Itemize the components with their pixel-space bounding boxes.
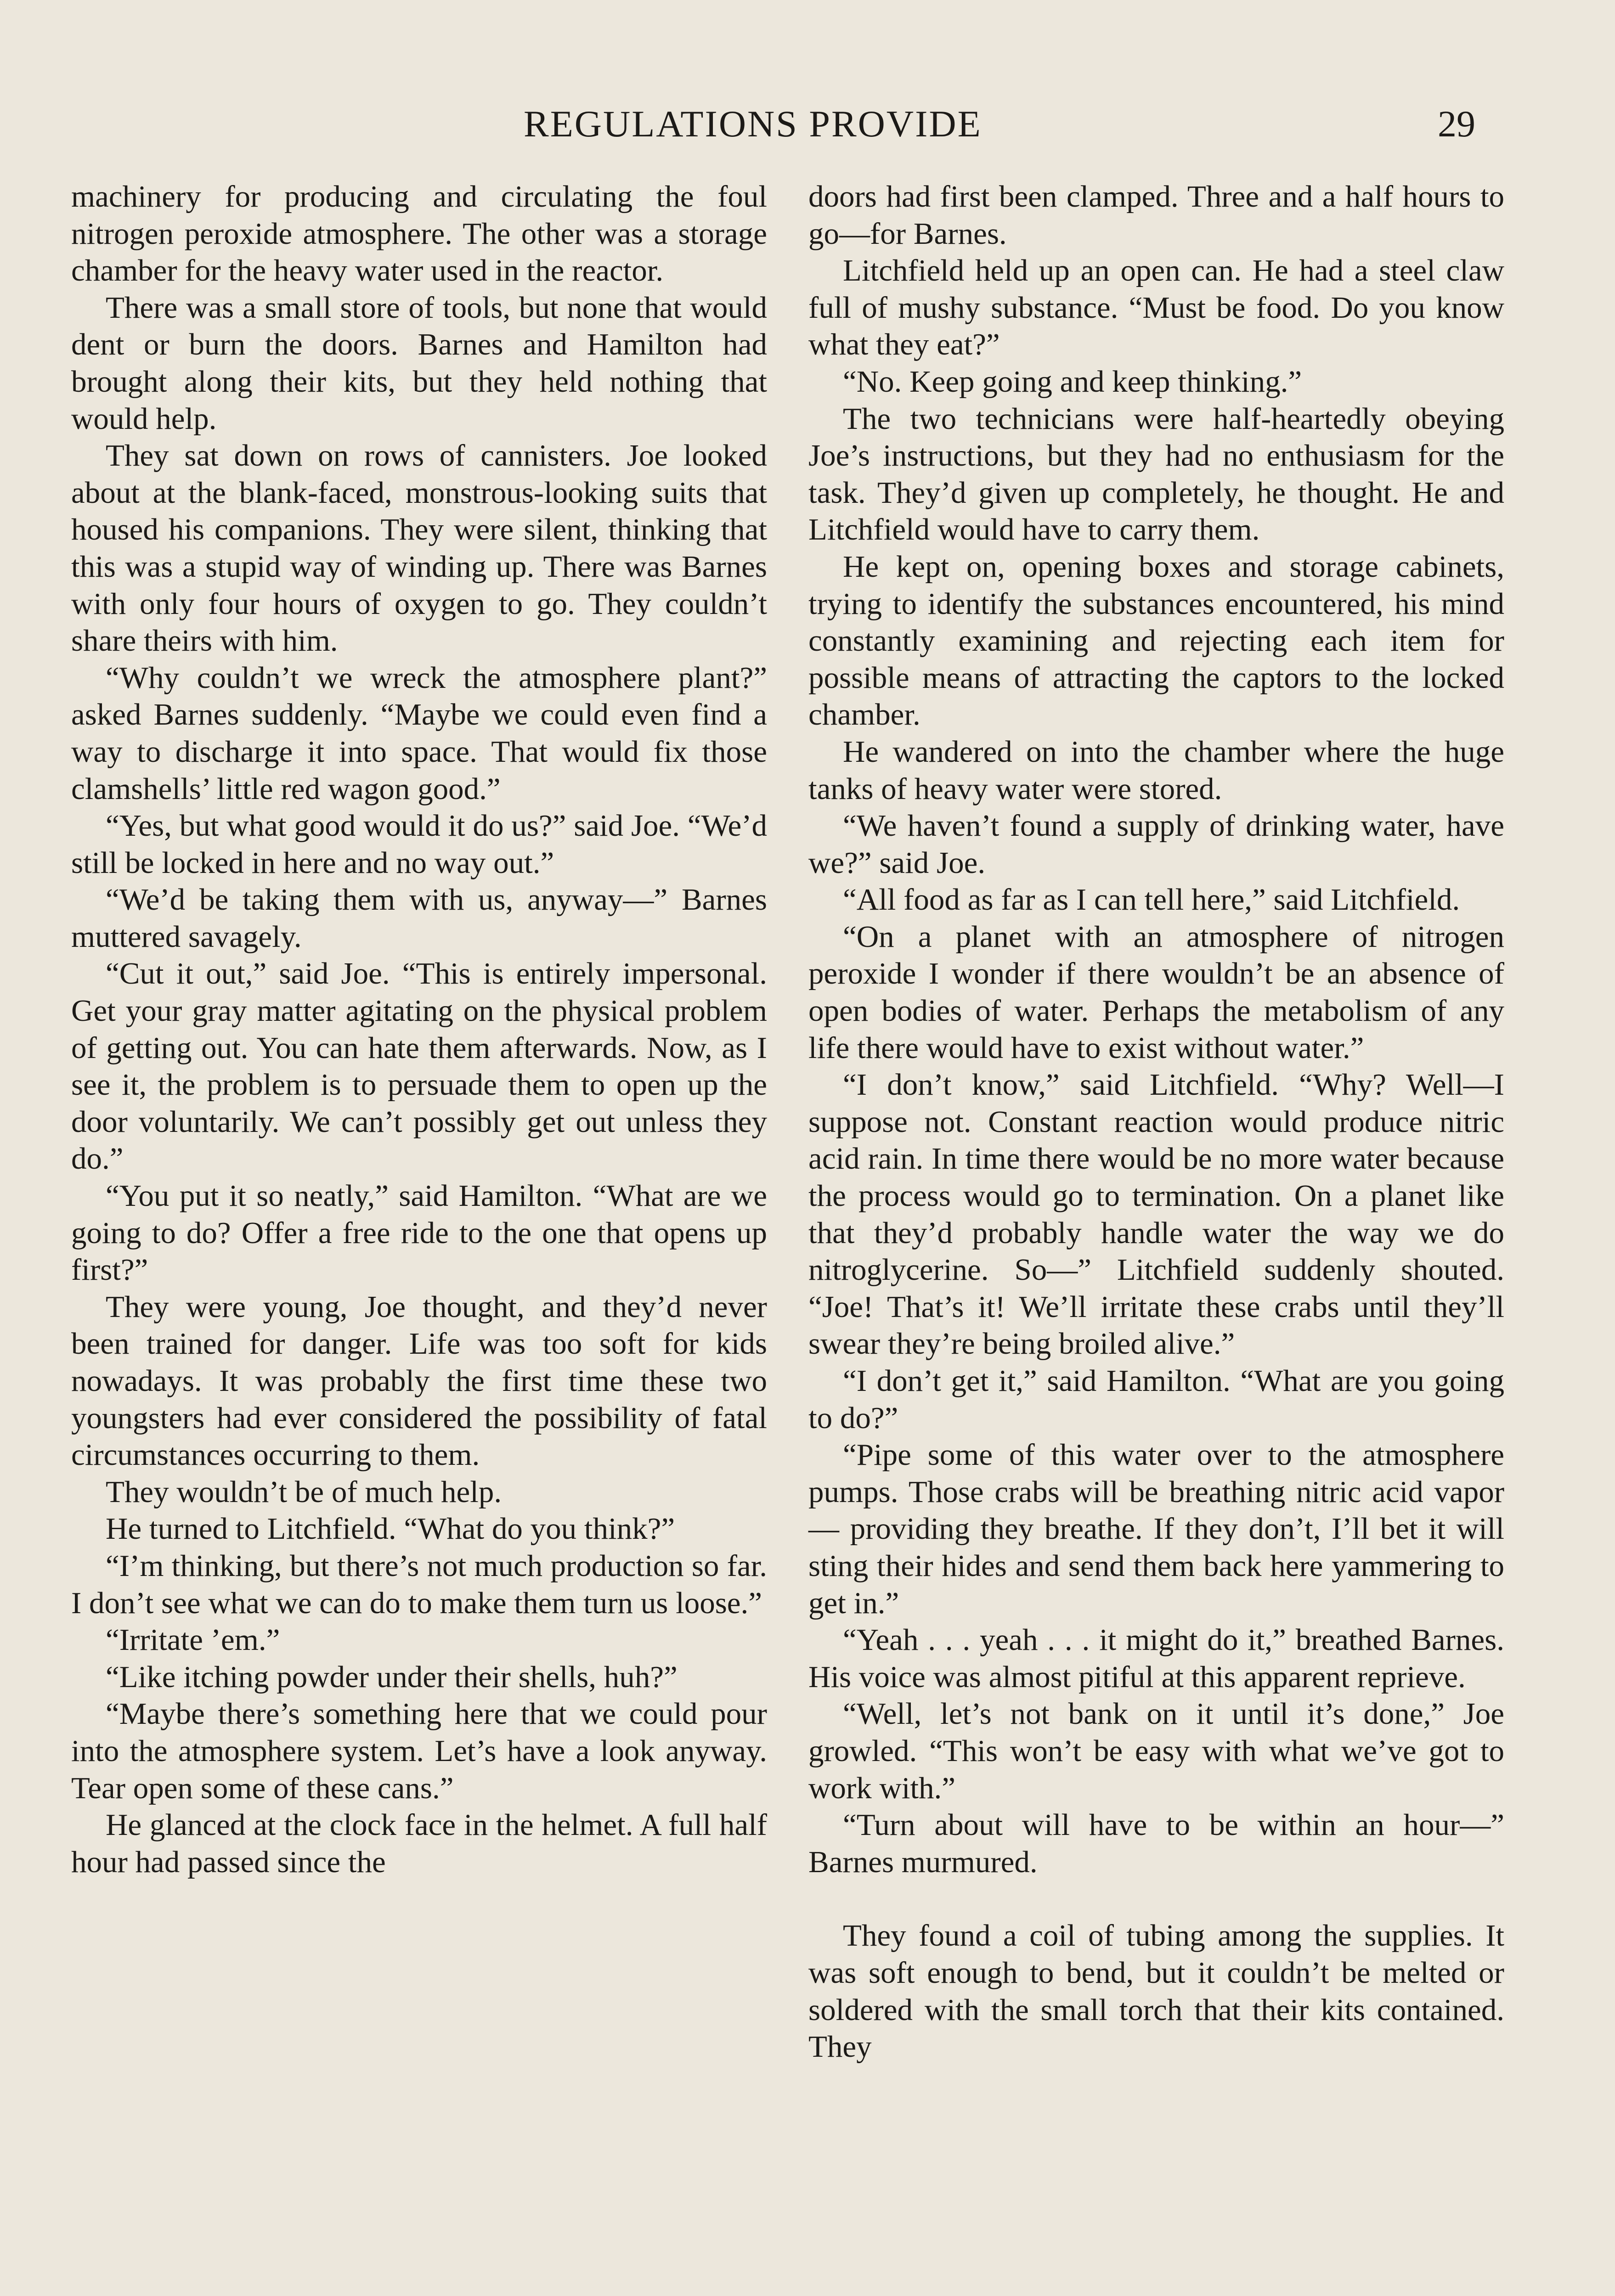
paragraph: “Why couldn’t we wreck the atmosphere plant?” asked Barnes suddenly. “Maybe we could even find a way to discharge it into space. That would fix those clamshells’ little red wagon good.” <box>71 660 767 806</box>
paragraph: They sat down on rows of cannisters. Joe looked about at the blank-faced, monstrous-looking suits that housed his companions. They were silent, thinking that this was a stupid way of winding up. There was Barnes with only four hours of oxygen to go. They couldn’t share theirs with him. <box>71 439 767 658</box>
paragraph: “Like itching powder under their shells, huh?” <box>106 1660 678 1694</box>
paragraph: They were young, Joe thought, and they’d never been trained for danger. Life was too soft for kids nowadays. It was probably the first time these two youngsters had ever considered the possibility of fatal circumstances occurring to them. <box>71 1289 767 1472</box>
paragraph: He wandered on into the chamber where the huge tanks of heavy water were stored. <box>808 734 1504 806</box>
paragraph: They found a coil of tubing among the supplies. It was soft enough to bend, but it couldn’t be melted or soldered with the small torch that their kits contained. They <box>808 1919 1504 2064</box>
paragraph: There was a small store of tools, but none that would dent or burn the doors. Barnes and Hamilton had brought along their kits, but they held nothing that would help. <box>71 290 767 436</box>
paragraph: “Well, let’s not bank on it until it’s done,” Joe growled. “This won’t be easy with what we’ve got to work with.” <box>808 1697 1504 1805</box>
paragraph: They wouldn’t be of much help. <box>106 1474 502 1509</box>
page-header <box>0 99 1615 149</box>
paragraph: “All food as far as I can tell here,” said Litchfield. <box>843 883 1460 917</box>
paragraph: “I don’t know,” said Litchfield. “Why? Well—I suppose not. Constant reaction would produce nitric acid rain. In time there would be no more water because the process would go to termination. On a planet like that they’d probably handle water the way we do nitroglycerine. So—” Litchfield suddenly shouted. “Joe! That’s it! We’ll irritate these crabs until they’ll swear they’re being broiled alive.” <box>808 1068 1504 1361</box>
paragraph: “I don’t get it,” said Hamilton. “What are you going to do?” <box>808 1364 1504 1435</box>
paragraph: “Yeah . . . yeah . . . it might do it,” breathed Barnes. His voice was almost pitiful at this apparent reprieve. <box>808 1623 1504 1694</box>
paragraph: “Maybe there’s something here that we could pour into the atmosphere system. Let’s have a look anyway. Tear open some of these cans.” <box>71 1697 767 1805</box>
paragraph: He turned to Litchfield. “What do you think?” <box>106 1512 675 1546</box>
paragraph: “You put it so neatly,” said Hamilton. “What are we going to do? Offer a free ride to the one that opens up first?” <box>71 1179 767 1287</box>
paragraph: Litchfield held up an open can. He had a steel claw full of mushy substance. “Must be food. Do you know what they eat?” <box>808 253 1504 362</box>
paragraph: “No. Keep going and keep thinking.” <box>843 364 1302 399</box>
paragraph: “I’m thinking, but there’s not much production so far. I don’t see what we can do to make them turn us loose.” <box>71 1548 767 1620</box>
paragraph: He glanced at the clock face in the helmet. A full half hour had passed since the <box>71 1808 767 1879</box>
paragraph: machinery for producing and circulating the foul nitrogen peroxide atmosphere. The other was a storage chamber for the heavy water used in the reactor. <box>71 180 767 288</box>
right-column <box>808 178 1504 2065</box>
paragraph: “We haven’t found a supply of drinking water, have we?” said Joe. <box>808 809 1504 880</box>
paragraph: The two technicians were half-heartedly obeying Joe’s instructions, but they had no enthusiasm for the task. They’d given up completely, he thought. He and Litchfield would have to carry them. <box>808 401 1504 547</box>
paragraph: “Yes, but what good would it do us?” said Joe. “We’d still be locked in here and no way out.” <box>71 809 767 880</box>
paragraph: “Turn about will have to be within an hour—” Barnes murmured. <box>808 1808 1504 1879</box>
paragraph: “We’d be taking them with us, anyway—” Barnes muttered savagely. <box>71 883 767 954</box>
paragraph: “On a planet with an atmosphere of nitrogen peroxide I wonder if there wouldn’t be an absence of open bodies of water. Perhaps the metabolism of any life there would have to exist without water.” <box>808 919 1504 1065</box>
paragraph: “Irritate ’em.” <box>106 1623 280 1657</box>
running-title: REGULATIONS PROVIDE <box>524 103 982 145</box>
page-number: 29 <box>1438 103 1475 145</box>
paragraph: “Cut it out,” said Joe. “This is entirely impersonal. Get your gray matter agitating on the physical problem of getting out. You can hate them afterwards. Now, as I see it, the problem is to persuade them to open up the door voluntarily. We can’t possibly get out unless they do.” <box>71 957 767 1176</box>
paragraph: “Pipe some of this water over to the atmosphere pumps. Those crabs will be breathing nitric acid vapor — providing they breathe. If they don’t, I’ll bet it will sting their hides and send them back here yammering to get in.” <box>808 1438 1504 1620</box>
paragraph: doors had first been clamped. Three and a half hours to go—for Barnes. <box>808 180 1504 251</box>
left-column <box>71 178 767 1880</box>
paragraph: He kept on, opening boxes and storage cabinets, trying to identify the substances encountered, his mind constantly examining and rejecting each item for possible means of attracting the captors to the locked chamber. <box>808 549 1504 732</box>
